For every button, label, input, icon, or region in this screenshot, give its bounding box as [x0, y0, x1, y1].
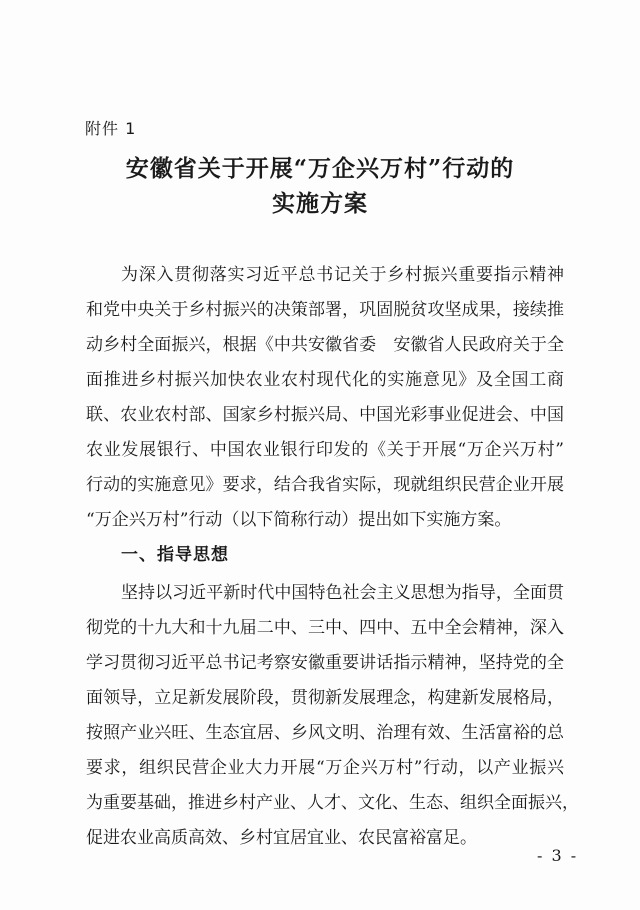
page-number: - 3 -	[537, 846, 579, 865]
paragraph-line: 促进农业高质高效、乡村宜居宜业、农民富裕富足。	[86, 828, 477, 848]
paragraph-line: 行动的实施意见》要求，结合我省实际，现就组织民营企业开展	[86, 475, 564, 495]
paragraph-line: 学习贯彻习近平总书记考察安徽重要讲话指示精神，坚持党的全	[86, 653, 564, 673]
document-title-line-1: 安徽省关于开展“万企兴万村”行动的	[125, 155, 515, 182]
paragraph-line: 为重要基础，推进乡村产业、人才、文化、生态、组织全面振兴，	[86, 793, 579, 813]
paragraph-line: 面推进乡村振兴加快农业农村现代化的实施意见》及全国工商	[86, 370, 564, 390]
paragraph-line: 面领导，立足新发展阶段，贯彻新发展理念，构建新发展格局，	[86, 688, 564, 708]
paragraph-line: 要求，组织民营企业大力开展“万企兴万村”行动，以产业振兴	[86, 758, 564, 778]
paragraph-line: 彻党的十九大和十九届二中、三中、四中、五中全会精神，深入	[86, 618, 564, 638]
paragraph-line: 坚持以习近平新时代中国特色社会主义思想为指导，全面贯	[121, 583, 564, 603]
section-heading: 一、指导思想	[121, 545, 229, 565]
paragraph-line: 为深入贯彻落实习近平总书记关于乡村振兴重要指示精神	[121, 265, 564, 285]
document-title-line-2: 实施方案	[272, 190, 368, 217]
paragraph-line: 联、农业农村部、国家乡村振兴局、中国光彩事业促进会、中国	[86, 405, 564, 425]
paragraph-line: 农业发展银行、中国农业银行印发的《关于开展“万企兴万村”	[86, 440, 564, 460]
attachment-label: 附件 1	[85, 119, 137, 138]
paragraph-line: 动乡村全面振兴，根据《中共安徽省委 安徽省人民政府关于全	[86, 335, 564, 355]
paragraph-line: 按照产业兴旺、生态宜居、乡风文明、治理有效、生活富裕的总	[86, 723, 564, 743]
paragraph-line: “万企兴万村”行动（以下简称行动）提出如下实施方案。	[86, 510, 512, 530]
paragraph-line: 和党中央关于乡村振兴的决策部署，巩固脱贫攻坚成果，接续推	[86, 300, 564, 320]
